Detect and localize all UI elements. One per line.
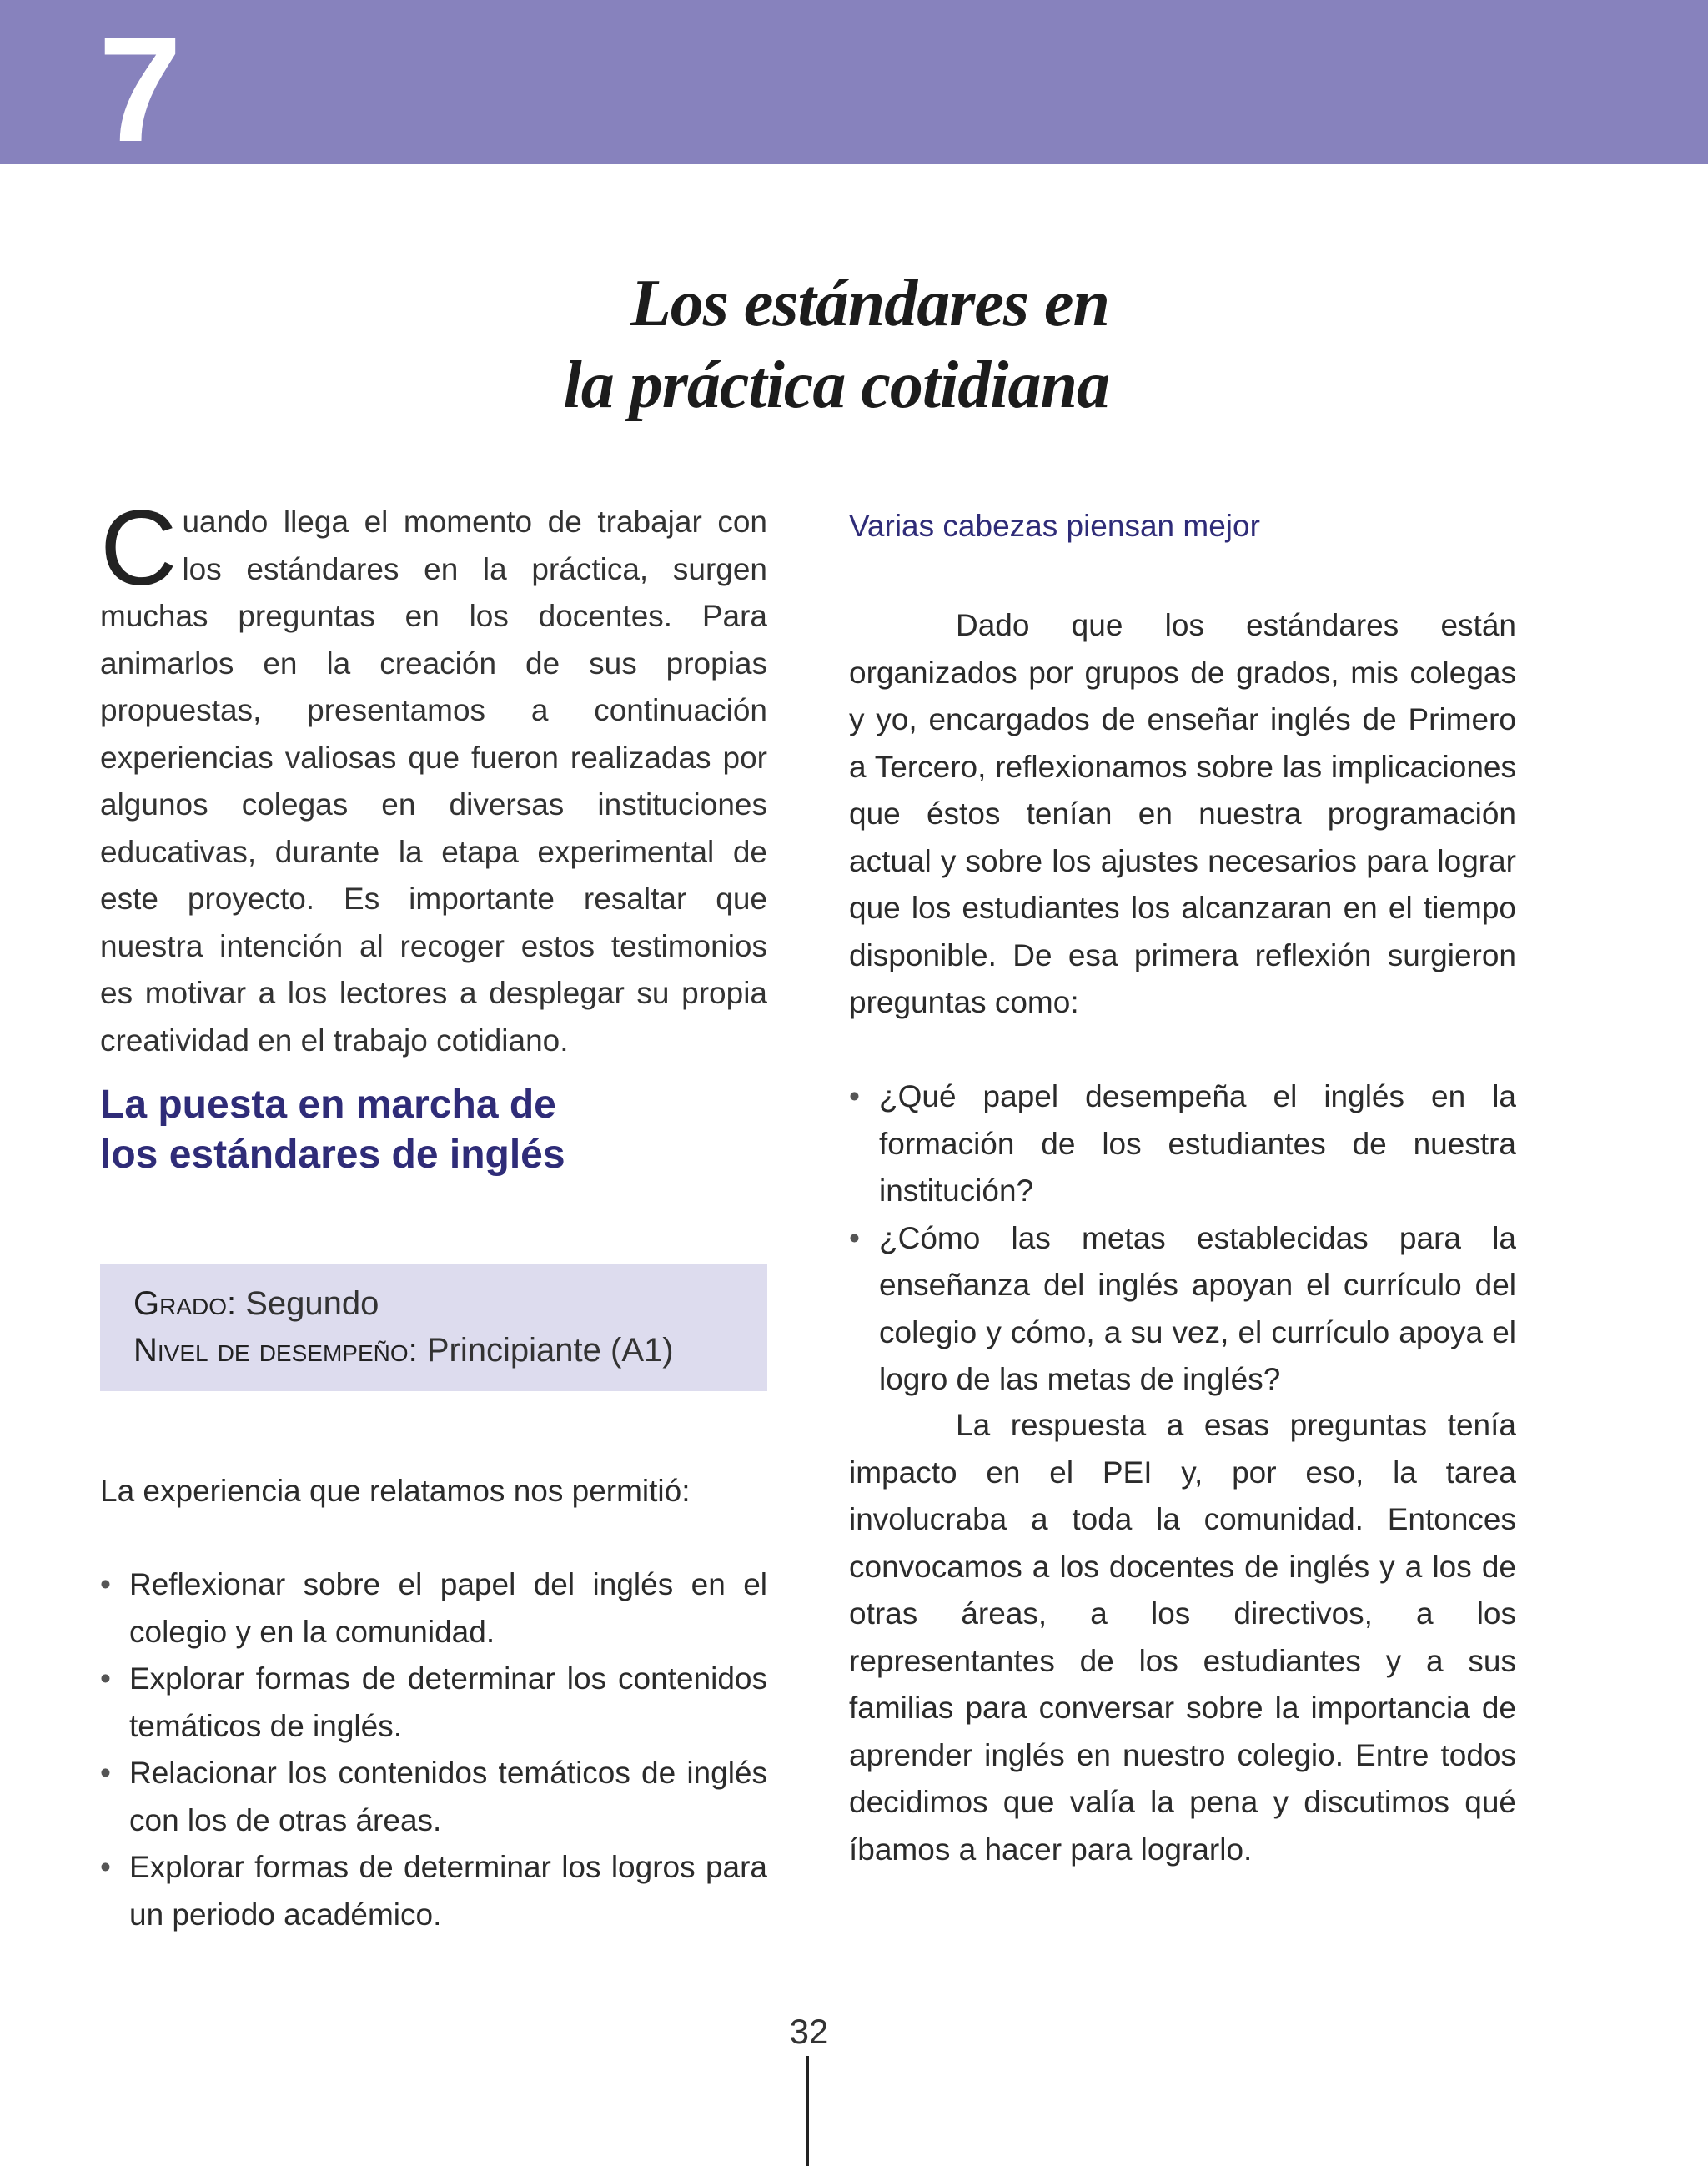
intro-paragraph	[100, 489, 767, 1064]
drop-cap: C	[100, 489, 178, 608]
page-rule	[806, 2056, 809, 2166]
right-bullet-list	[849, 1073, 1516, 1404]
page-number: 32	[789, 2012, 829, 2051]
list-item: • Reflexionar sobre el papel del inglés en el colegio y en la comunidad.	[100, 1561, 767, 1656]
right-paragraph-1: Dado que los estándares están organizados por grupos de grados, mis colegas y yo, encargados de enseñar inglés de Primero a Tercero, reflexionamos sobre las implicaciones que éstos tenían en nuestra programación actual y sobre los ajustes necesarios para lograr que los estudiantes los alcanzaran en el tiempo disponible. De esa primera reflexión surgieron preguntas como:	[849, 608, 1516, 1019]
intro-text: uando llega el momento de trabajar con los estándares en la práctica, surgen muchas preguntas en los docentes. Para animarlos en la creación de sus propias propuestas, presentamos a continuación experiencias valiosas que fueron realizadas por algunos colegas en diversas instituciones educativas, durante la etapa experimental de este proyecto. Es importante resaltar que nuestra intención al recoger estos testimonios es motivar a los lectores a desplegar su propia creatividad en el trabajo cotidiano.	[100, 505, 767, 1058]
title-line-1: Los estándares en	[630, 267, 1109, 340]
list-item: • ¿Cómo las metas establecidas para la enseñanza del inglés apoyan el currículo del colegio y cómo, a su vez, el currículo apoya el logro de las metas de inglés?	[849, 1215, 1516, 1404]
grade-value: Segundo	[245, 1285, 379, 1322]
experience-intro: La experiencia que relatamos nos permitió:	[100, 1474, 691, 1508]
level-label: Nivel de desempeño:	[133, 1332, 418, 1369]
list-item: • ¿Qué papel desempeña el inglés en la formación de los estudiantes de nuestra institución?	[849, 1073, 1516, 1215]
list-item: • Explorar formas de determinar los contenidos temáticos de inglés.	[100, 1656, 767, 1750]
header-band	[0, 0, 1708, 173]
page-title	[467, 263, 1109, 426]
sub-heading: Varias cabezas piensan mejor	[849, 509, 1260, 543]
grade-row	[133, 1280, 734, 1327]
section-heading-line-2: los estándares de inglés	[100, 1133, 565, 1177]
section-heading	[100, 1080, 767, 1180]
section-heading-line-1: La puesta en marcha de	[100, 1083, 556, 1127]
left-column	[100, 489, 767, 1064]
title-line-2: la práctica cotidiana	[563, 349, 1109, 422]
level-value: Principiante (A1)	[426, 1332, 674, 1369]
left-bullet-list	[100, 1561, 767, 1938]
grade-label: Grado:	[133, 1285, 237, 1322]
right-paragraph-2: La respuesta a esas preguntas tenía impacto en el PEI y, por eso, la tarea involucraba a toda la comunidad. Entonces convocamos a los docentes de inglés y a los de otras áreas, a los directivos, a los representantes de los estudiantes y a sus familias para conversar sobre la importancia de aprender inglés en nuestro colegio. Entre todos decidimos que valía la pena y discutimos qué íbamos a hacer para lograrlo.	[849, 1408, 1516, 1867]
level-row	[133, 1327, 734, 1374]
list-item: • Explorar formas de determinar los logros para un periodo académico.	[100, 1844, 767, 1938]
chapter-number: 7	[98, 6, 183, 173]
info-box	[100, 1264, 767, 1391]
list-item: • Relacionar los contenidos temáticos de inglés con los de otras áreas.	[100, 1750, 767, 1844]
